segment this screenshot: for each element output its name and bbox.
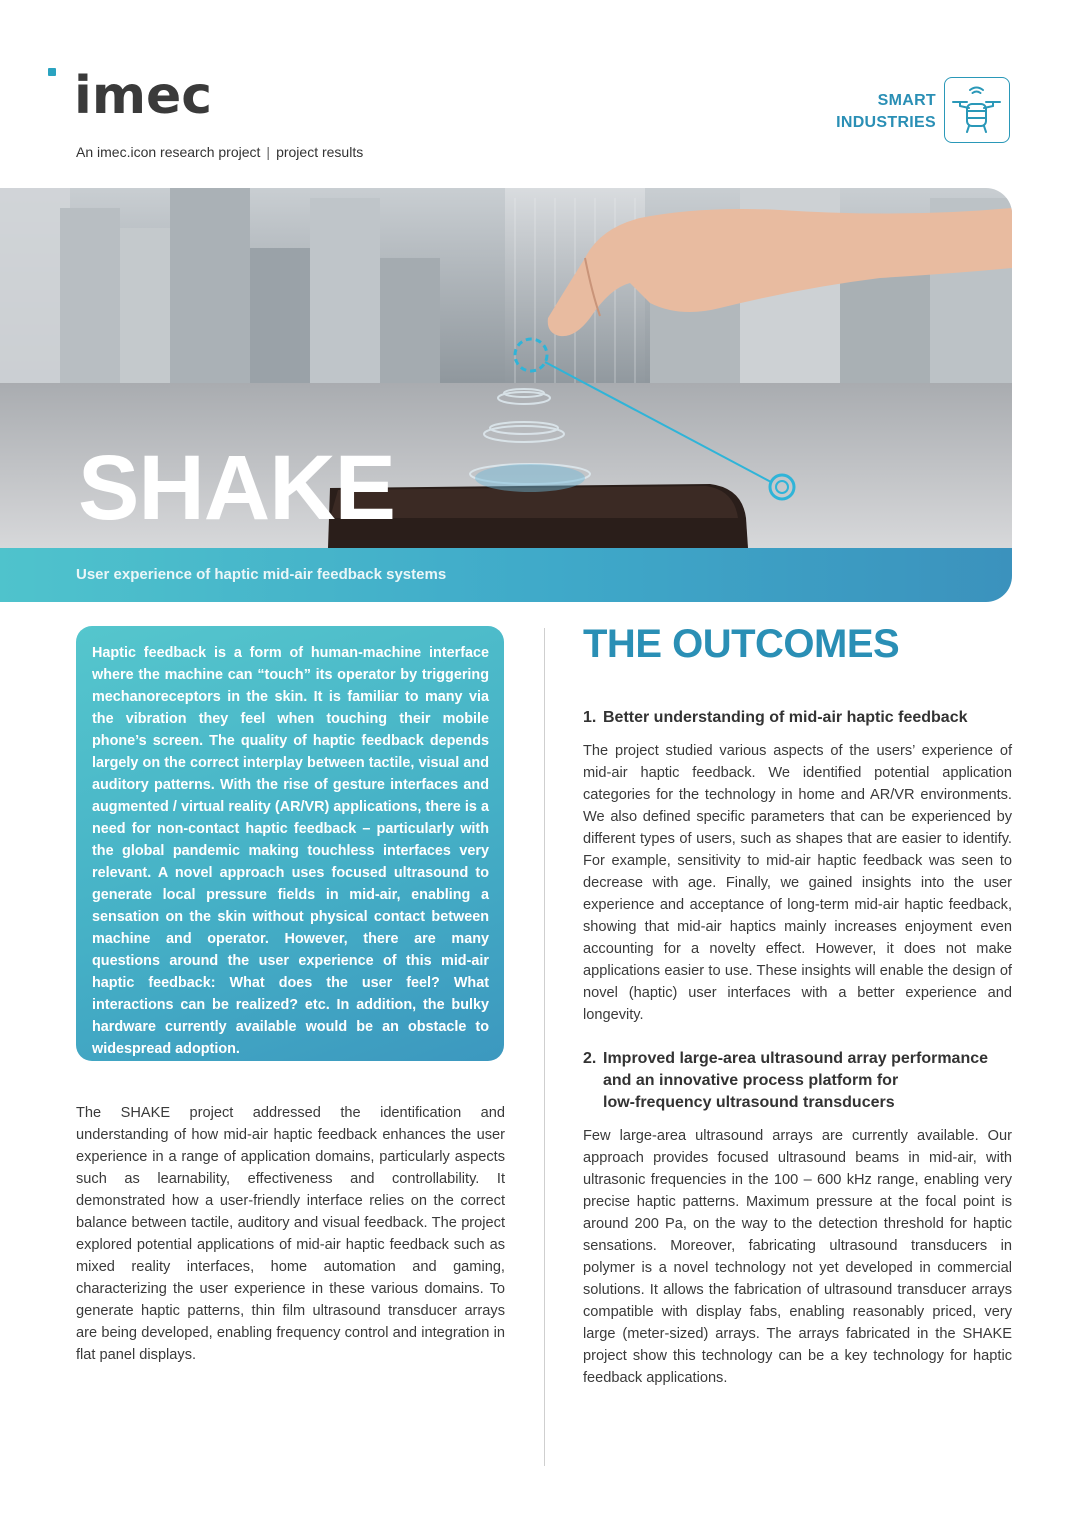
project-subtitle: User experience of haptic mid-air feedback systems <box>76 566 447 583</box>
outcome-2-title-line-3: low-frequency ultrasound transducers <box>603 1094 895 1111</box>
tagline-left: An imec.icon research project <box>76 144 261 160</box>
outcome-2-heading <box>583 1048 1003 1114</box>
intro-highlight-box <box>76 626 504 1061</box>
badge-line-2: INDUSTRIES <box>836 114 936 131</box>
intro-text: Haptic feedback is a form of human-machine interface where the machine can “touch” its operator by triggering mechanoreceptors in the skin. It is familiar to many via the vibration they feel when touching their mobile phone’s screen. The quality of haptic feedback depends largely on the correct interplay between tactile, visual and auditory patterns. With the rise of gesture interfaces and augmented / virtual reality (AR/VR) applications, there is a need for non-contact haptic feedback – particularly with the global pandemic making touchless interfaces very relevant. A novel approach uses focused ultrasound to generate local pressure fields in mid-air, enabling a sensation on the skin without physical contact between machine and operator. However, there are many questions around the user experience of this mid-air haptic feedback: What does the user feel? What interactions can be realized? etc. In addition, the bulky hardware currently available would be an obstacle to widespread adoption. <box>92 645 489 1057</box>
project-title: SHAKE <box>78 437 396 539</box>
hero-subtitle-band <box>0 548 1012 602</box>
outcomes-heading: THE OUTCOMES <box>583 622 900 666</box>
tagline-separator: | <box>266 144 271 160</box>
drone-icon <box>944 77 1010 143</box>
outcome-1-title: Better understanding of mid-air haptic feedback <box>603 709 968 726</box>
outcome-2-number: 2. <box>583 1050 597 1067</box>
badge-line-1: SMART <box>877 92 936 109</box>
outcome-2-text: Few large-area ultrasound arrays are currently available. Our approach provides focused ultrasound beams in mid-air, with ultrasonic frequencies in the 100 – 600 kHz range, enabling very precise haptic patterns. Maximum pressure at the focal point is around 200 Pa, on the way to the detection threshold for haptic sensations. Moreover, fabricating ultrasound transducers in polymer is a novel technology not yet developed in commercial solutions. It allows the fabrication of ultrasound transducer arrays compatible with display fabs, enabling reasonably priced, very large (meter-sized) arrays. The arrays fabricated in the SHAKE project show this technology can be a key technology for haptic feedback applications. <box>583 1128 1012 1386</box>
tagline-right: project results <box>276 144 364 160</box>
imec-logo <box>74 66 224 126</box>
outcome-1-heading <box>583 707 968 729</box>
outcome-1-text: The project studied various aspects of the users’ experience of mid-air haptic feedback. We identified potential application categories for the technology in home and AR/VR environments. We also defined specific parameters that can be experienced by different types of users, such as shapes that are easier to identify. For example, sensitivity to mid-air haptic feedback was seen to decrease with age. Finally, we gained insights into the user experience and acceptance of long-term mid-air haptic feedback, showing that mid-air haptics mainly increases enjoyment even accounting for a novelty effect. However, it does not make applications easier to use. These insights will enable the design of novel (haptic) user interfaces with a better experience and longevity. <box>583 743 1012 1023</box>
outcome-1-number: 1. <box>583 709 597 726</box>
outcome-2-title-line-1: Improved large-area ultrasound array performance <box>603 1050 989 1067</box>
logo-text: imec <box>74 66 213 126</box>
column-divider <box>544 628 545 1466</box>
category-badge-label <box>836 90 936 134</box>
project-tagline <box>76 144 363 160</box>
project-description: The SHAKE project addressed the identification and understanding of how mid-air haptic feedback enhances the user experience in a range of application domains, particularly aspects such as learnability, effectiveness and controllability. It demonstrated how a user-friendly interface relies on the correct balance between tactile, auditory and visual feedback. The project explored potential applications of mid-air haptic feedback such as mixed reality interfaces, home automation and gaming, characterizing the user experience in these various domains. To generate haptic patterns, thin film ultrasound transducer arrays are being developed, enabling frequency control and integration in flat panel displays. <box>76 1105 505 1363</box>
hero-banner <box>0 188 1012 602</box>
outcome-2-title-line-2: and an innovative process platform for <box>603 1072 899 1089</box>
logo-dot <box>48 68 56 76</box>
